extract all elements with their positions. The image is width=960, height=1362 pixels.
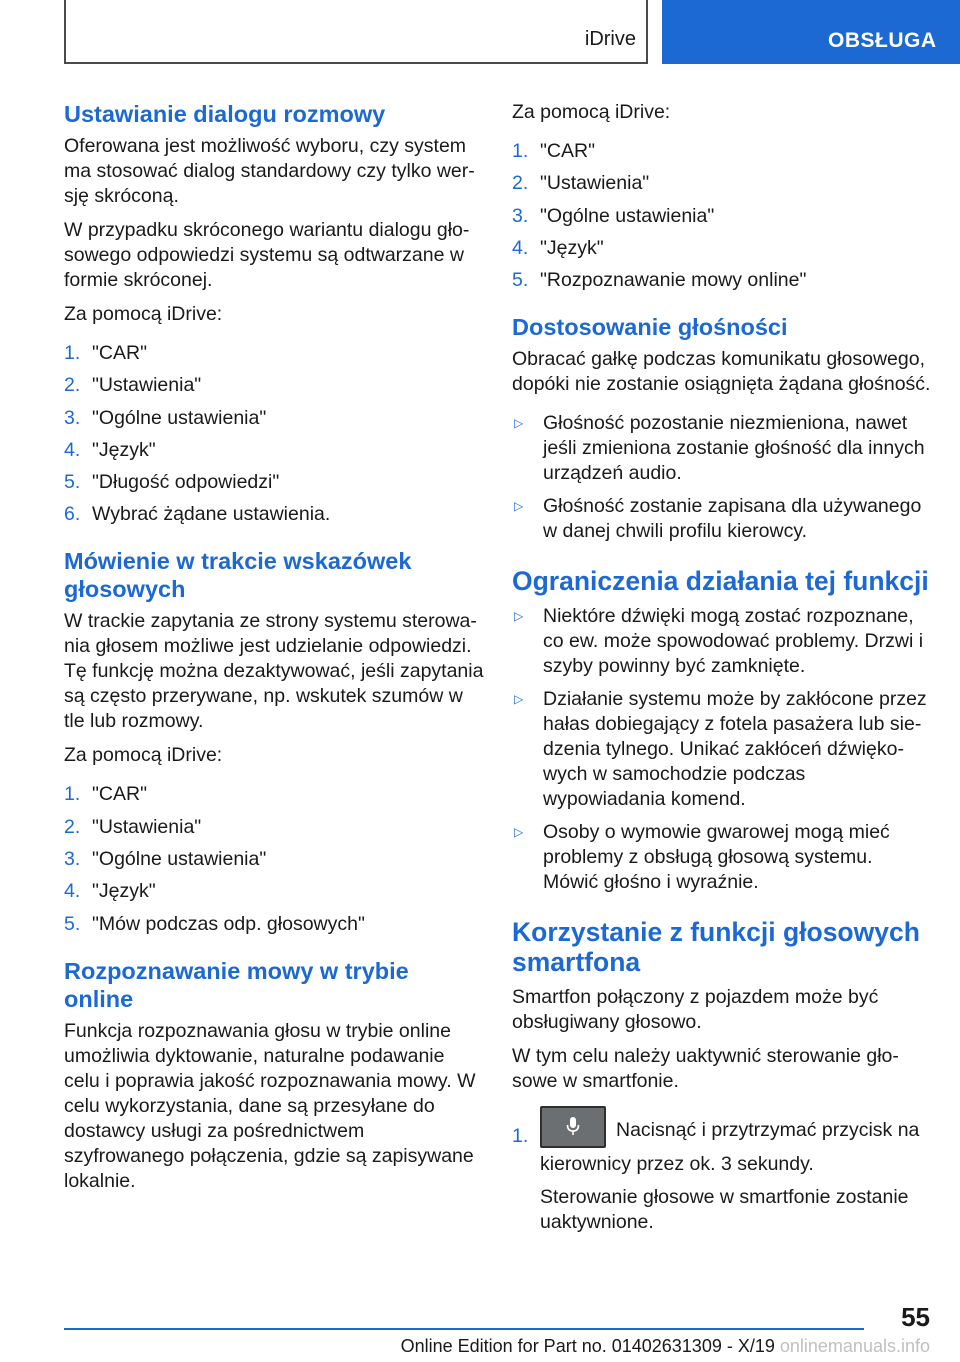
microphone-icon [566, 1117, 580, 1137]
list-item [64, 341, 484, 366]
section-title: Ustawianie dialogu rozmowy [64, 101, 386, 127]
step-text: "Ogólne ustawienia" [540, 204, 715, 227]
step-text: "Ustawienia" [92, 374, 202, 397]
footer-edition [290, 1336, 930, 1357]
paragraph: W trackie zapytania ze strony systemu sterowania głosem możliwe jest udzielanie odpowiedzi. Tę funkcję można dezaktywować, jeśli zapytania są często przerywane, np. wskutek szumów w tle lub rozmowy. [64, 610, 484, 733]
list-item [64, 406, 484, 431]
page-number: 55 [901, 1302, 930, 1332]
paragraph: Za pomocą iDrive: [64, 744, 223, 767]
step-text: Wybrać żądane ustawienia. [92, 503, 331, 526]
paragraph: Za pomocą iDrive: [64, 303, 223, 325]
paragraph: Smartfon połączony z pojazdem może być obsługiwany głosowo. [512, 986, 879, 1034]
step-number: 4. [64, 438, 81, 461]
step-text: "Rozpoznawanie mowy online" [540, 269, 807, 292]
list-item [64, 912, 484, 937]
list-item [512, 171, 932, 196]
step-line [540, 1110, 932, 1177]
right-column [512, 100, 932, 1255]
list-item [512, 236, 932, 261]
step-number: 5. [64, 471, 81, 494]
section-title: Mówienie w trakcie wskazówek głosowych [64, 548, 412, 603]
section-title: Rozpoznawanie mowy w trybie online [64, 957, 409, 1012]
footer-edition-text: Online Edition for Part no. 01402631309 - X/19 [400, 1336, 775, 1356]
step-number: 3. [512, 204, 529, 227]
list-item [512, 139, 932, 164]
footer-divider [64, 1328, 864, 1330]
triangle-right-icon: ▷ [514, 416, 524, 431]
bullet-list [512, 411, 932, 544]
list-item [64, 847, 484, 872]
list-item [512, 604, 932, 679]
step-list [64, 341, 484, 527]
step-number: 2. [64, 815, 81, 838]
step-text: "Ogólne ustawienia" [92, 848, 267, 871]
step-text: "Język" [540, 236, 604, 259]
bullet-text: Głośność zostanie zapisana dla używanego w danej chwili profilu kierowcy. [543, 495, 922, 543]
step-number: 3. [64, 406, 81, 429]
triangle-right-icon: ▷ [514, 609, 524, 624]
list-item [64, 782, 484, 807]
step-number: 1. [64, 783, 81, 806]
step-text: "CAR" [92, 783, 148, 806]
step-text: "CAR" [540, 140, 596, 162]
bullet-list [512, 604, 932, 895]
step-number: 3. [64, 848, 81, 871]
section-title: Dostosowanie głośności [512, 314, 788, 341]
list-item [64, 879, 484, 904]
step-text: "Mów podczas odp. głosowych" [92, 912, 365, 935]
list-item [64, 438, 484, 463]
step-body [540, 1110, 932, 1235]
step-list [512, 1110, 932, 1235]
bullet-text: Głośność pozostanie niezmieniona, nawet jeśli zmieniona zostanie głośność dla innych urządzeń audio. [543, 412, 925, 485]
bullet-text: Działanie systemu może by zakłócone przez hałas dobiegający z fotela pasażera lub siedzenia tylnego. Unikać zakłóceń dźwiękowych w samochodzie podczas wypowiadania komend. [543, 688, 927, 811]
list-item [512, 1110, 932, 1235]
list-item [512, 204, 932, 229]
triangle-right-icon: ▷ [514, 499, 524, 514]
step-list [64, 782, 484, 936]
list-item [512, 268, 932, 293]
list-item [512, 820, 932, 895]
step-number: 1. [512, 140, 529, 162]
header-section-label: iDrive [584, 28, 636, 50]
step-text: "Ogólne ustawienia" [92, 406, 267, 429]
microphone-button [540, 1106, 606, 1148]
step-number: 1. [64, 342, 81, 364]
paragraph: Obracać gałkę podczas komunikatu głosowego, dopóki nie zostanie osiągnięta żądana głośność. [512, 348, 931, 396]
step-number: 1. [512, 1125, 529, 1148]
step-number: 4. [512, 236, 529, 259]
step-text: "Ustawienia" [92, 815, 202, 838]
list-item [64, 815, 484, 840]
paragraph: W tym celu należy uaktywnić sterowanie głosowe w smartfonie. [512, 1045, 899, 1093]
step-text: Nacisnąć i przytrzymać przycisk na kierownicy przez ok. 3 sekundy. [540, 1119, 920, 1176]
step-text: "Ustawienia" [540, 172, 650, 195]
paragraph: W przypadku skróconego wariantu dialogu głosowego odpowiedzi systemu są odtwarzane w formie skróconej. [64, 219, 470, 291]
triangle-right-icon: ▷ [514, 825, 524, 840]
step-text: "Długość odpowiedzi" [92, 471, 280, 494]
list-item [512, 494, 932, 544]
step-number: 4. [64, 880, 81, 903]
list-item [64, 502, 484, 527]
step-text: "Język" [92, 880, 156, 903]
list-item [512, 687, 932, 812]
bullet-text: Osoby o wymowie gwarowej mogą mieć problemy z obsługą głosową systemu. Mówić głośno i wyraźnie. [543, 821, 890, 894]
left-column [64, 100, 484, 1203]
bullet-text: Niektóre dźwięki mogą zostać rozpoznane, co ew. może spowodować problemy. Drzwi i szyby powinny być zamknięte. [543, 605, 924, 678]
list-item [64, 373, 484, 398]
step-text: "CAR" [92, 342, 148, 364]
paragraph: Funkcja rozpoznawania głosu w trybie online umożliwia dyktowanie, naturalne podawanie celu i poprawia jakość rozpoznawania mowy. W celu wykorzystania, dane są przesyłane do dostawcy usługi za pośrednictwem szyfrowanego połączenia, gdzie są zapisywane lokalnie. [64, 1019, 476, 1192]
section-title: Ograniczenia działania tej funkcji [512, 566, 929, 597]
paragraph: Za pomocą iDrive: [512, 101, 671, 123]
step-number: 2. [64, 374, 81, 397]
triangle-right-icon: ▷ [514, 692, 524, 707]
section-title: Korzystanie z funkcji głosowych smartfona [512, 917, 920, 978]
paragraph: Oferowana jest możliwość wyboru, czy system ma stosować dialog standardowy czy tylko wersję skróconą. [64, 135, 475, 207]
watermark: onlinemanuals.info [779, 1336, 930, 1356]
step-number: 5. [64, 912, 81, 935]
step-note: Sterowanie głosowe w smartfonie zostanie uaktywnione. [540, 1186, 909, 1234]
step-number: 6. [64, 503, 81, 526]
list-item [64, 470, 484, 495]
list-item [512, 411, 932, 486]
step-text: "Język" [92, 438, 156, 461]
step-number: 2. [512, 172, 529, 195]
header-chapter-tab[interactable]: OBSŁUGA [662, 0, 960, 64]
step-list [512, 139, 932, 293]
step-number: 5. [512, 269, 529, 292]
